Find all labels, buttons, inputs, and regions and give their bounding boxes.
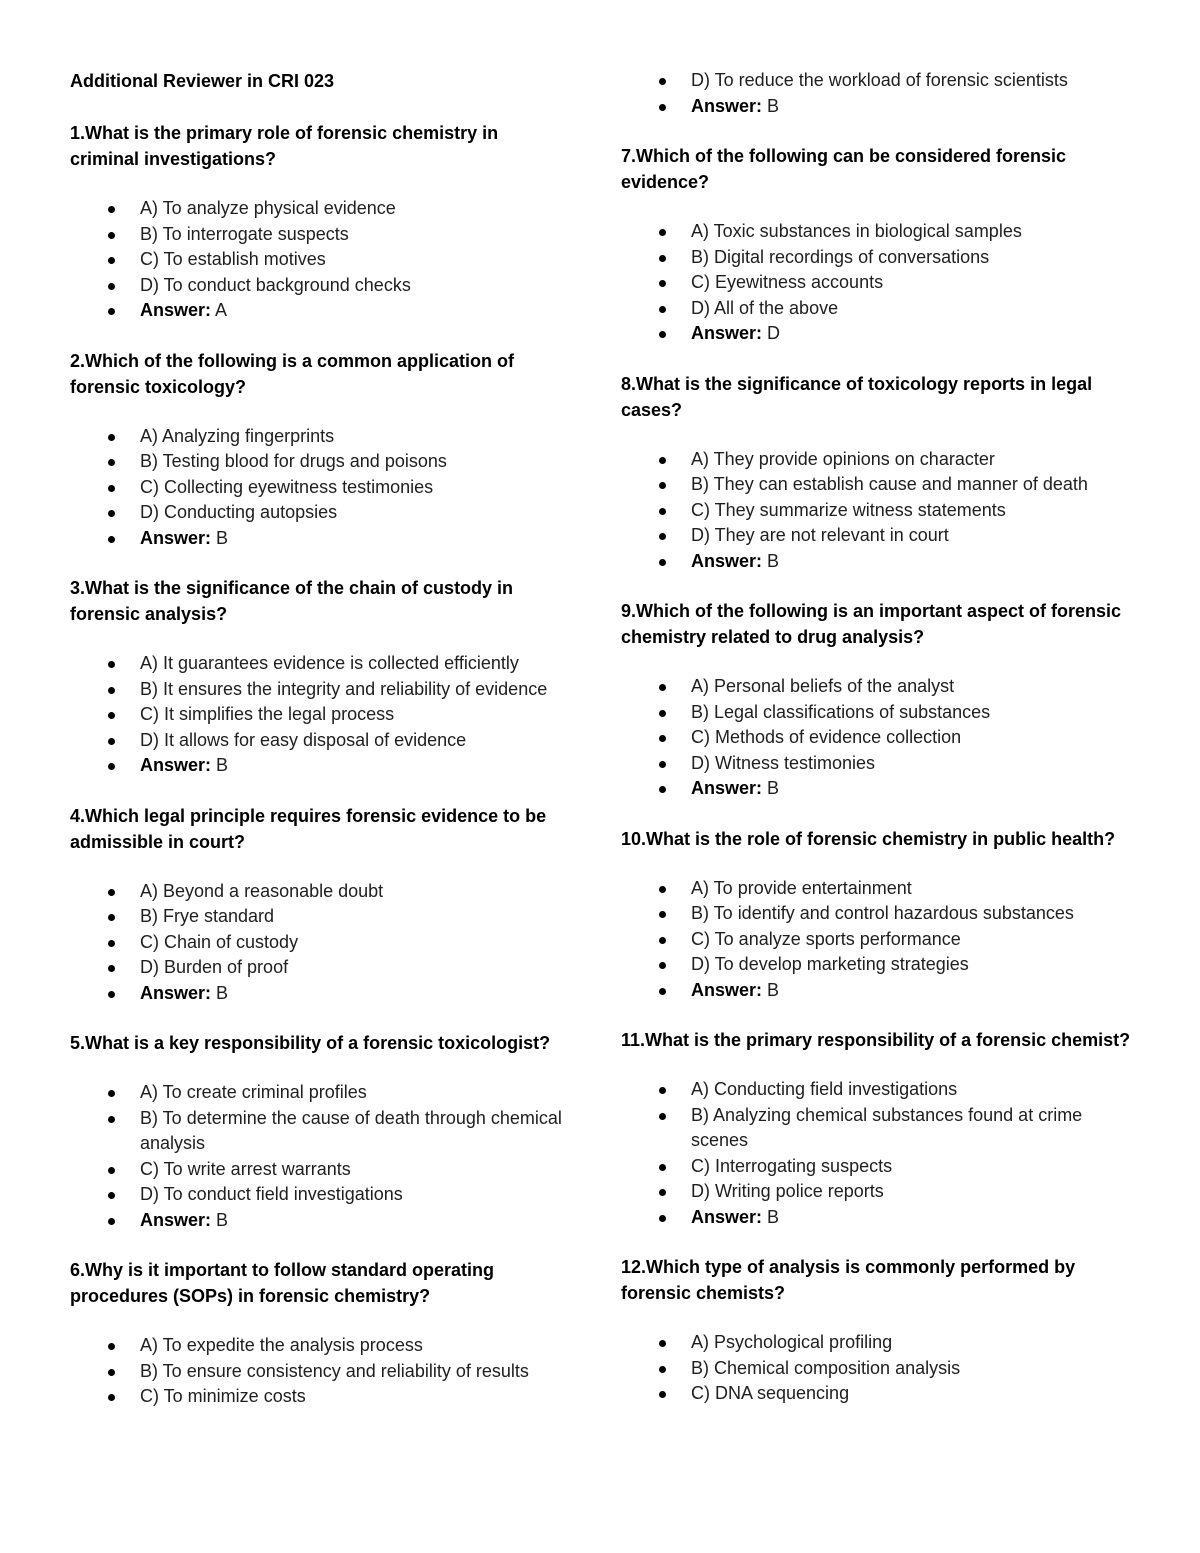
- question-text: 3.What is the significance of the chain of custody in forensic analysis?: [70, 578, 514, 624]
- option-a: A) Analyzing fingerprints: [70, 424, 570, 450]
- option-list: [70, 879, 570, 1007]
- option-a: A) Toxic substances in biological samples: [621, 219, 1141, 245]
- option-a: A) They provide opinions on character: [621, 447, 1141, 473]
- question-11: [621, 1027, 1141, 1230]
- answer-line: [70, 753, 570, 779]
- answer-label: Answer:: [140, 982, 212, 1003]
- option-c: C) It simplifies the legal process: [70, 702, 570, 728]
- option-list: [70, 1333, 570, 1410]
- answer-line: [621, 776, 1141, 802]
- option-list: [70, 196, 570, 324]
- question-3: [70, 575, 570, 779]
- option-list: [621, 68, 1141, 119]
- question-text: 8.What is the significance of toxicology reports in legal cases?: [621, 373, 1093, 420]
- option-c: C) DNA sequencing: [621, 1381, 1141, 1407]
- answer-value: B: [767, 95, 780, 116]
- option-c: C) To establish motives: [70, 247, 570, 273]
- option-d: D) It allows for easy disposal of evidence: [70, 728, 570, 754]
- question-text: 11.What is the primary responsibility of a forensic chemist?: [621, 1030, 1131, 1050]
- option-d: D) All of the above: [621, 296, 1141, 322]
- option-a: A) It guarantees evidence is collected efficiently: [70, 651, 570, 677]
- answer-line: [621, 321, 1141, 347]
- answer-label: Answer:: [140, 755, 212, 775]
- option-a: A) To provide entertainment: [621, 876, 1141, 902]
- option-a: A) Beyond a reasonable doubt: [70, 879, 570, 905]
- question-text: 1.What is the primary role of forensic chemistry in criminal investigations?: [70, 123, 499, 169]
- question-text: 12.Which type of analysis is commonly performed by forensic chemists?: [621, 1257, 1076, 1303]
- option-a: A) Personal beliefs of the analyst: [621, 674, 1141, 700]
- answer-value: B: [767, 979, 780, 1000]
- right-column: [621, 68, 1141, 1431]
- question-1: [70, 120, 570, 324]
- option-d: D) To develop marketing strategies: [621, 952, 1141, 978]
- answer-label: Answer:: [691, 323, 763, 343]
- question-text: 2.Which of the following is a common application of forensic toxicology?: [70, 350, 515, 397]
- answer-line: [621, 978, 1141, 1004]
- option-a: A) To create criminal profiles: [70, 1080, 570, 1106]
- option-c: C) To minimize costs: [70, 1384, 570, 1410]
- option-b: B) Chemical composition analysis: [621, 1356, 1141, 1382]
- question-6: [70, 1257, 570, 1410]
- answer-line: [70, 298, 570, 324]
- question-7: [621, 143, 1141, 347]
- answer-line: [621, 1205, 1141, 1231]
- answer-value: B: [767, 778, 780, 798]
- option-b: B) Testing blood for drugs and poisons: [70, 449, 570, 475]
- option-c: C) To write arrest warrants: [70, 1157, 570, 1183]
- answer-label: Answer:: [691, 550, 763, 571]
- option-d: D) Witness testimonies: [621, 751, 1141, 777]
- option-d: D) To conduct field investigations: [70, 1182, 570, 1208]
- answer-label: Answer:: [140, 527, 212, 548]
- question-text: 5.What is a key responsibility of a forensic toxicologist?: [70, 1033, 551, 1053]
- option-b: B) Legal classifications of substances: [621, 700, 1141, 726]
- answer-value: B: [216, 1209, 229, 1230]
- answer-value: D: [767, 323, 781, 343]
- option-list: [70, 651, 570, 779]
- option-d: D) They are not relevant in court: [621, 523, 1141, 549]
- question-text: 7.Which of the following can be considered forensic evidence?: [621, 146, 1067, 192]
- answer-label: Answer:: [140, 300, 212, 320]
- option-c: C) Eyewitness accounts: [621, 270, 1141, 296]
- option-a: A) Psychological profiling: [621, 1330, 1141, 1356]
- question-8: [621, 371, 1141, 575]
- option-c: C) They summarize witness statements: [621, 498, 1141, 524]
- option-c: C) Interrogating suspects: [621, 1154, 1141, 1180]
- option-b: B) Digital recordings of conversations: [621, 245, 1141, 271]
- option-list: [621, 447, 1141, 575]
- question-5: [70, 1030, 570, 1233]
- option-c: C) Methods of evidence collection: [621, 725, 1141, 751]
- answer-line: [70, 1208, 570, 1234]
- question-9: [621, 598, 1141, 802]
- question-text: 9.Which of the following is an important aspect of forensic chemistry related to drug analysis?: [621, 601, 1122, 647]
- answer-value: A: [215, 300, 228, 320]
- answer-label: Answer:: [691, 95, 763, 116]
- option-list: [70, 424, 570, 552]
- option-list: [621, 1330, 1141, 1407]
- option-b: B) They can establish cause and manner of death: [621, 472, 1141, 498]
- option-a: A) To analyze physical evidence: [70, 196, 570, 222]
- question-text: 6.Why is it important to follow standard operating procedures (SOPs) in forensic chemistry?: [70, 1260, 495, 1306]
- option-a: A) Conducting field investigations: [621, 1077, 1141, 1103]
- option-b: B) To interrogate suspects: [70, 222, 570, 248]
- option-list: [70, 1080, 570, 1233]
- option-b: B) To ensure consistency and reliability of results: [70, 1359, 570, 1385]
- answer-label: Answer:: [691, 979, 763, 1000]
- option-c: C) To analyze sports performance: [621, 927, 1141, 953]
- option-list: [621, 876, 1141, 1004]
- option-b: B) It ensures the integrity and reliability of evidence: [70, 677, 570, 703]
- answer-value: B: [767, 1206, 780, 1227]
- option-b: B) To identify and control hazardous substances: [621, 901, 1141, 927]
- option-c: C) Collecting eyewitness testimonies: [70, 475, 570, 501]
- question-text: 10.What is the role of forensic chemistry in public health?: [621, 828, 1116, 849]
- option-b: B) To determine the cause of death through chemical analysis: [70, 1106, 570, 1157]
- option-b: B) Analyzing chemical substances found at crime scenes: [621, 1103, 1141, 1154]
- option-d: D) Conducting autopsies: [70, 500, 570, 526]
- question-2: [70, 348, 570, 552]
- option-a: A) To expedite the analysis process: [70, 1333, 570, 1359]
- option-b: B) Frye standard: [70, 904, 570, 930]
- document-title: Additional Reviewer in CRI 023: [70, 71, 335, 91]
- answer-label: Answer:: [140, 1209, 212, 1230]
- answer-label: Answer:: [691, 778, 763, 798]
- question-12: [621, 1254, 1141, 1407]
- answer-line: [70, 526, 570, 552]
- left-column: [70, 68, 570, 1434]
- option-d: D) Writing police reports: [621, 1179, 1141, 1205]
- question-10: [621, 826, 1141, 1004]
- answer-line: [621, 94, 1141, 120]
- answer-value: B: [216, 982, 229, 1003]
- answer-value: B: [216, 755, 229, 775]
- answer-line: [70, 981, 570, 1007]
- option-d: D) To reduce the workload of forensic scientists: [621, 68, 1141, 94]
- question-4: [70, 803, 570, 1007]
- answer-value: B: [767, 550, 780, 571]
- option-list: [621, 674, 1141, 802]
- option-list: [621, 219, 1141, 347]
- question-6-continued: [621, 68, 1141, 119]
- answer-value: B: [216, 527, 229, 548]
- answer-label: Answer:: [691, 1206, 763, 1227]
- option-c: C) Chain of custody: [70, 930, 570, 956]
- option-list: [621, 1077, 1141, 1230]
- question-text: 4.Which legal principle requires forensic evidence to be admissible in court?: [70, 805, 547, 852]
- answer-line: [621, 549, 1141, 575]
- option-d: D) Burden of proof: [70, 955, 570, 981]
- option-d: D) To conduct background checks: [70, 273, 570, 299]
